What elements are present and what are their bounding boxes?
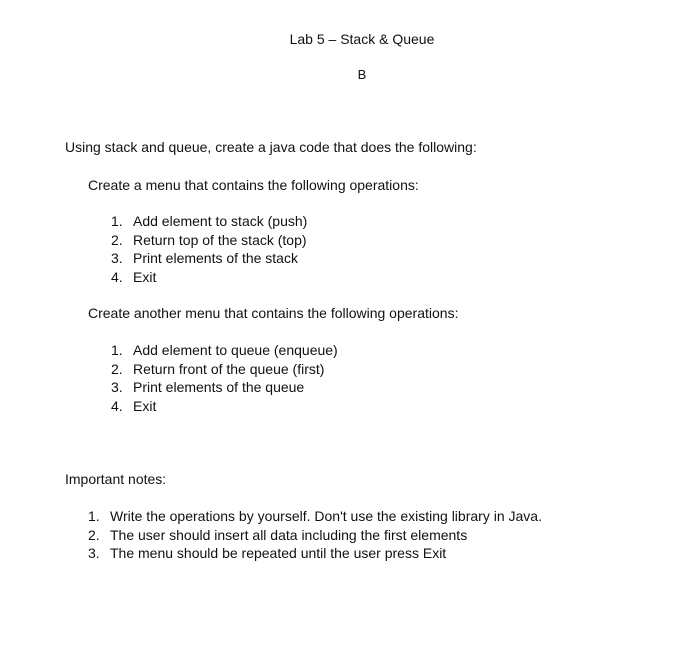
list-item bbox=[88, 544, 542, 563]
list-number: 3. bbox=[88, 545, 100, 562]
notes-heading: Important notes: bbox=[65, 471, 167, 487]
list-number: 1. bbox=[111, 342, 123, 358]
list-item-text: Print elements of the stack bbox=[133, 250, 298, 267]
list-item-text: Exit bbox=[133, 269, 157, 286]
document-subtitle: B bbox=[357, 67, 367, 82]
queue-menu-heading: Create another menu that contains the following operations: bbox=[88, 305, 459, 321]
list-number: 4. bbox=[111, 269, 123, 286]
list-number: 2. bbox=[111, 231, 123, 248]
stack-menu-heading: Create a menu that contains the following operations: bbox=[88, 177, 419, 193]
list-item-text: Return front of the queue (first) bbox=[133, 360, 325, 377]
list-item-text: Add element to stack (push) bbox=[133, 213, 308, 229]
list-number: 4. bbox=[111, 398, 123, 415]
notes-list bbox=[88, 507, 542, 563]
list-number: 2. bbox=[88, 526, 100, 543]
list-item bbox=[88, 507, 542, 526]
list-number: 3. bbox=[111, 250, 123, 267]
list-item bbox=[111, 397, 338, 416]
list-item-text: The user should insert all data including the first elements bbox=[110, 526, 468, 543]
list-number: 2. bbox=[111, 360, 123, 377]
list-item bbox=[111, 360, 338, 379]
list-item bbox=[111, 378, 338, 397]
list-item-text: Exit bbox=[133, 398, 157, 415]
list-number: 3. bbox=[111, 379, 123, 396]
list-item bbox=[111, 212, 307, 231]
stack-operations-list bbox=[111, 212, 307, 287]
list-item bbox=[111, 249, 307, 268]
list-item-text: Add element to queue (enqueue) bbox=[133, 342, 338, 358]
list-item-text: Return top of the stack (top) bbox=[133, 231, 307, 248]
list-number: 1. bbox=[88, 508, 100, 524]
list-item bbox=[111, 341, 338, 360]
list-item bbox=[111, 231, 307, 250]
list-item bbox=[88, 526, 542, 545]
list-item bbox=[111, 268, 307, 287]
document-title: Lab 5 – Stack & Queue bbox=[289, 31, 435, 47]
list-item-text: The menu should be repeated until the user press Exit bbox=[110, 545, 447, 562]
intro-paragraph: Using stack and queue, create a java code that does the following: bbox=[65, 139, 477, 155]
queue-operations-list bbox=[111, 341, 338, 416]
list-item-text: Write the operations by yourself. Don't use the existing library in Java. bbox=[110, 508, 542, 524]
list-item-text: Print elements of the queue bbox=[133, 379, 305, 396]
list-number: 1. bbox=[111, 213, 123, 229]
